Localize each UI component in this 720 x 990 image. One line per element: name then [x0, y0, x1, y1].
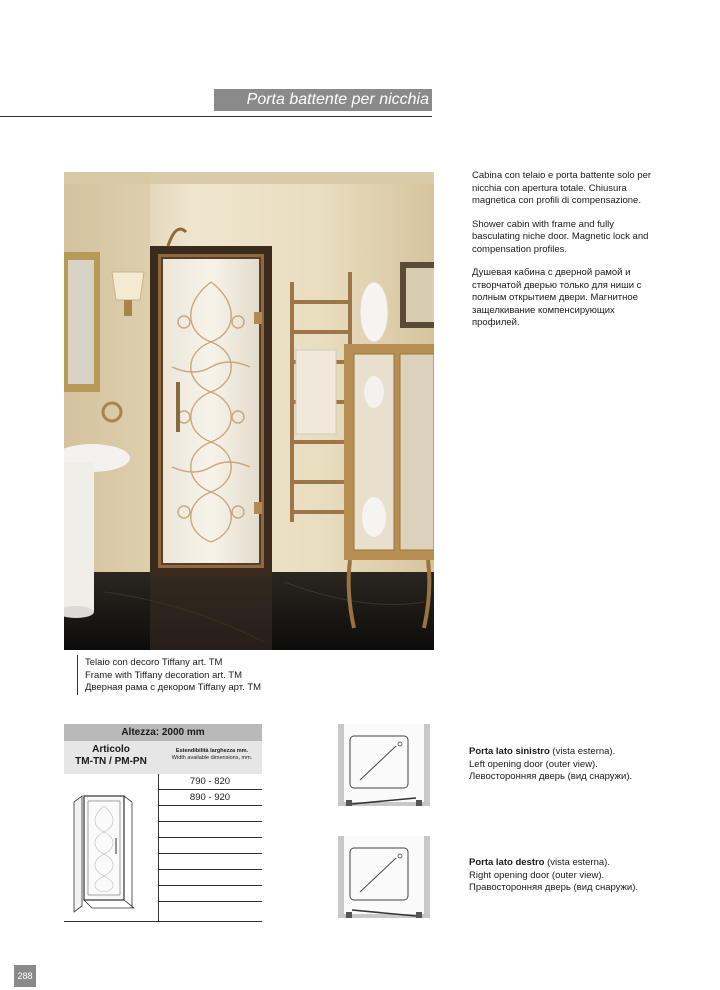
right-door-en: Right opening door (outer view).	[469, 869, 605, 881]
section-title	[214, 89, 432, 111]
caption-divider	[77, 655, 78, 695]
section-title-rest: per nicchia	[347, 91, 429, 108]
page-number: 288	[14, 965, 36, 987]
description-it: Cabina con telaio e porta battente solo per nicchia con apertura totale. Chiusura magnetica con profili di compensazione.	[472, 170, 652, 206]
article-cell	[64, 744, 158, 768]
description-ru: Душевая кабина с дверной рамой и створчатой дверью только для ниши с полным открытием двери. Магнитное защелкивание компенсирующих профилей.	[472, 267, 642, 328]
width-row	[158, 870, 262, 886]
door-sketch-icon	[70, 792, 150, 916]
left-door-en: Left opening door (outer view).	[469, 758, 598, 770]
width-row	[158, 806, 262, 822]
width-row: 890 - 920	[158, 790, 262, 806]
right-door-caption	[469, 857, 638, 895]
right-door-ru: Правосторонняя дверь (вид снаружи).	[469, 882, 639, 893]
spec-bottom-rule	[64, 921, 262, 922]
caption-it: Telaio con decoro Tiffany art. TM	[85, 657, 223, 668]
height-label: Altezza: 2000 mm	[64, 724, 262, 741]
width-row	[158, 838, 262, 854]
left-door-title: Porta lato sinistro	[469, 746, 550, 757]
right-door-title: Porta lato destro	[469, 857, 545, 868]
width-header-en: Width available dimensions, mm.	[171, 755, 253, 761]
product-description	[472, 170, 662, 341]
product-photo	[64, 172, 434, 650]
left-door-caption	[469, 746, 632, 784]
left-door-ru: Левосторонняя дверь (вид снаружи).	[469, 771, 633, 782]
width-row	[158, 822, 262, 838]
article-label: Articolo	[92, 744, 130, 755]
header-divider	[0, 116, 432, 117]
section-title-main: Porta battente	[246, 91, 348, 108]
spec-table	[64, 724, 262, 922]
description-en: Shower cabin with frame and fully basculating niche door. Magnetic lock and compensation profiles.	[472, 218, 649, 255]
width-row	[158, 854, 262, 870]
width-row	[158, 886, 262, 902]
left-door-plan-icon	[338, 724, 430, 806]
caption-ru: Дверная рама с декором Tiffany арт. TM	[85, 682, 262, 693]
width-row: 790 - 820	[158, 774, 262, 790]
right-door-plan-icon	[338, 836, 430, 918]
caption-en: Frame with Tiffany decoration art. TM	[85, 669, 242, 681]
article-codes: TM-TN / PM-PN	[75, 756, 147, 767]
photo-caption	[85, 657, 261, 695]
right-door-suffix: (vista esterna).	[544, 857, 610, 868]
left-door-suffix: (vista esterna).	[549, 746, 616, 757]
width-header-it: Estendibilità larghezza mm.	[175, 748, 249, 754]
spec-subheader	[64, 741, 262, 774]
width-header	[164, 748, 260, 762]
